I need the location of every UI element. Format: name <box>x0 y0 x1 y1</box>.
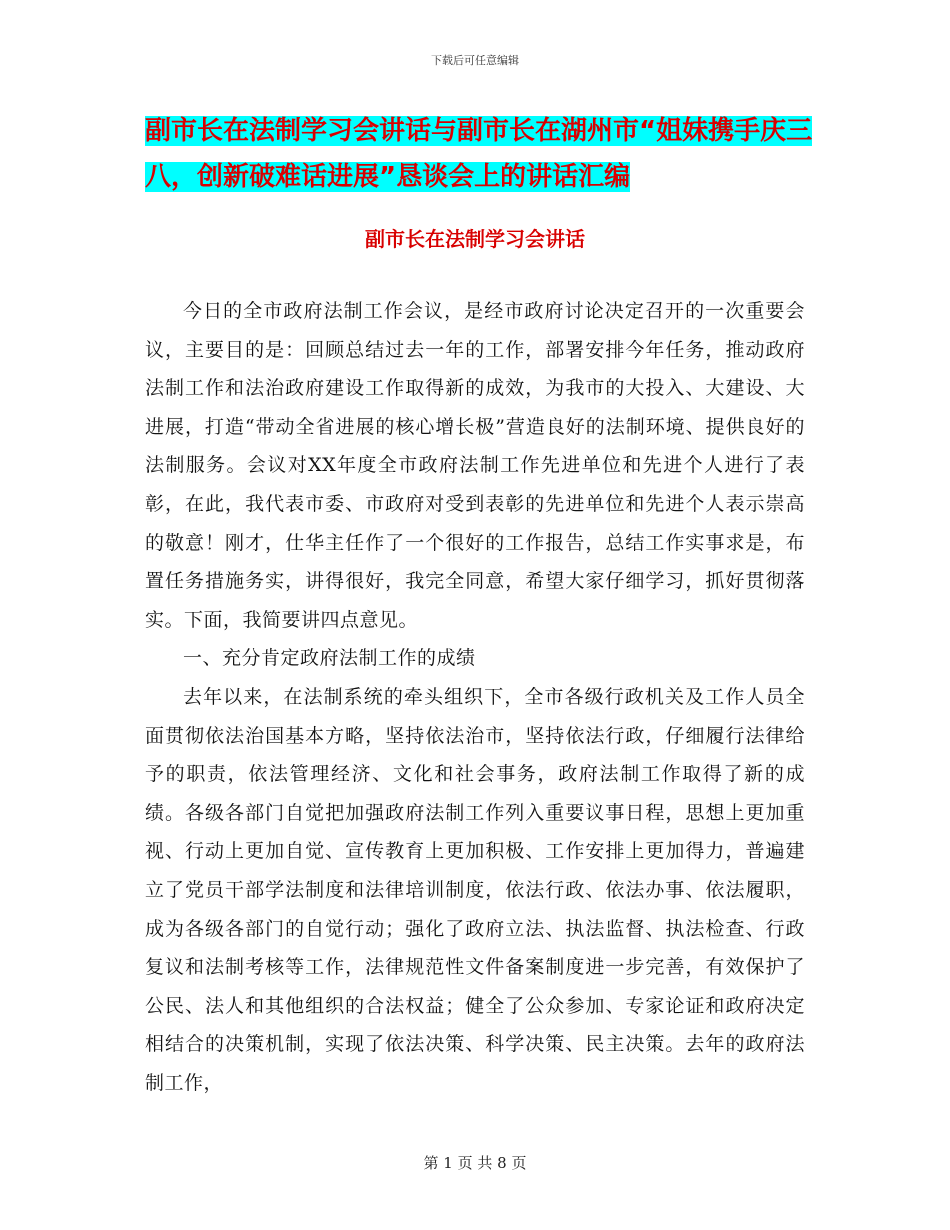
page-footer: 第 1 页 共 8 页 <box>423 1154 527 1172</box>
paragraph-heading: 一、充分肯定政府法制工作的成绩 <box>183 647 476 670</box>
paragraph: 去年以来，在法制系统的牵头组织下，全市各级行政机关及工作人员全面贯彻依法治国基本方略，坚持依法治市，坚持依法行政，仔细履行法律给予的职责，依法管理经济、文化和社会事务，政府法制工作取得了新的成绩。各级各部门自觉把加强政府法制工作列入重要议事日程，思想上更加重视、行动上更加自觉、宣传教育上更加积极、工作安排上更加得力，普遍建立了党员干部学法制度和法律培训制度，依法行政、依法办事、依法履职，成为各级各部门的自觉行动；强化了政府立法、执法监督、执法检查、行政复议和法制考核等工作，法律规范性文件备案制度进一步完善，有效保护了公民、法人和其他组织的合法权益；健全了公众参加、专家论证和政府决定相结合的决策机制，实现了依法决策、科学决策、民主决策。去年的政府法制工作， <box>145 685 805 1094</box>
document-title-text: 副市长在法制学习会讲话与副市长在湖州市“姐妹携手庆三八，创新破难话进展”恳谈会上的讲话汇编 <box>145 116 813 192</box>
document-body <box>145 292 805 1102</box>
paragraph: 今日的全市政府法制工作会议，是经市政府讨论决定召开的一次重要会议，主要目的是：回顾总结过去一年的工作，部署安排今年任务，推动政府法制工作和法治政府建设工作取得新的成效，为我市的大投入、大建设、大进展，打造“带动全省进展的核心增长极”营造良好的法制环境、提供良好的法制服务。会议对XX年度全市政府法制工作先进单位和先进个人进行了表彰，在此，我代表市委、市政府对受到表彰的先进单位和先进个人表示崇高的敬意！刚才，仕华主任作了一个很好的工作报告，总结工作实事求是，布置任务措施务实，讲得很好，我完全同意，希望大家仔细学习，抓好贯彻落实。下面，我简要讲四点意见。 <box>145 300 805 631</box>
page-header: 下载后可任意编辑 <box>431 54 519 67</box>
document-title <box>145 108 825 200</box>
section-title: 副市长在法制学习会讲话 <box>365 227 585 251</box>
